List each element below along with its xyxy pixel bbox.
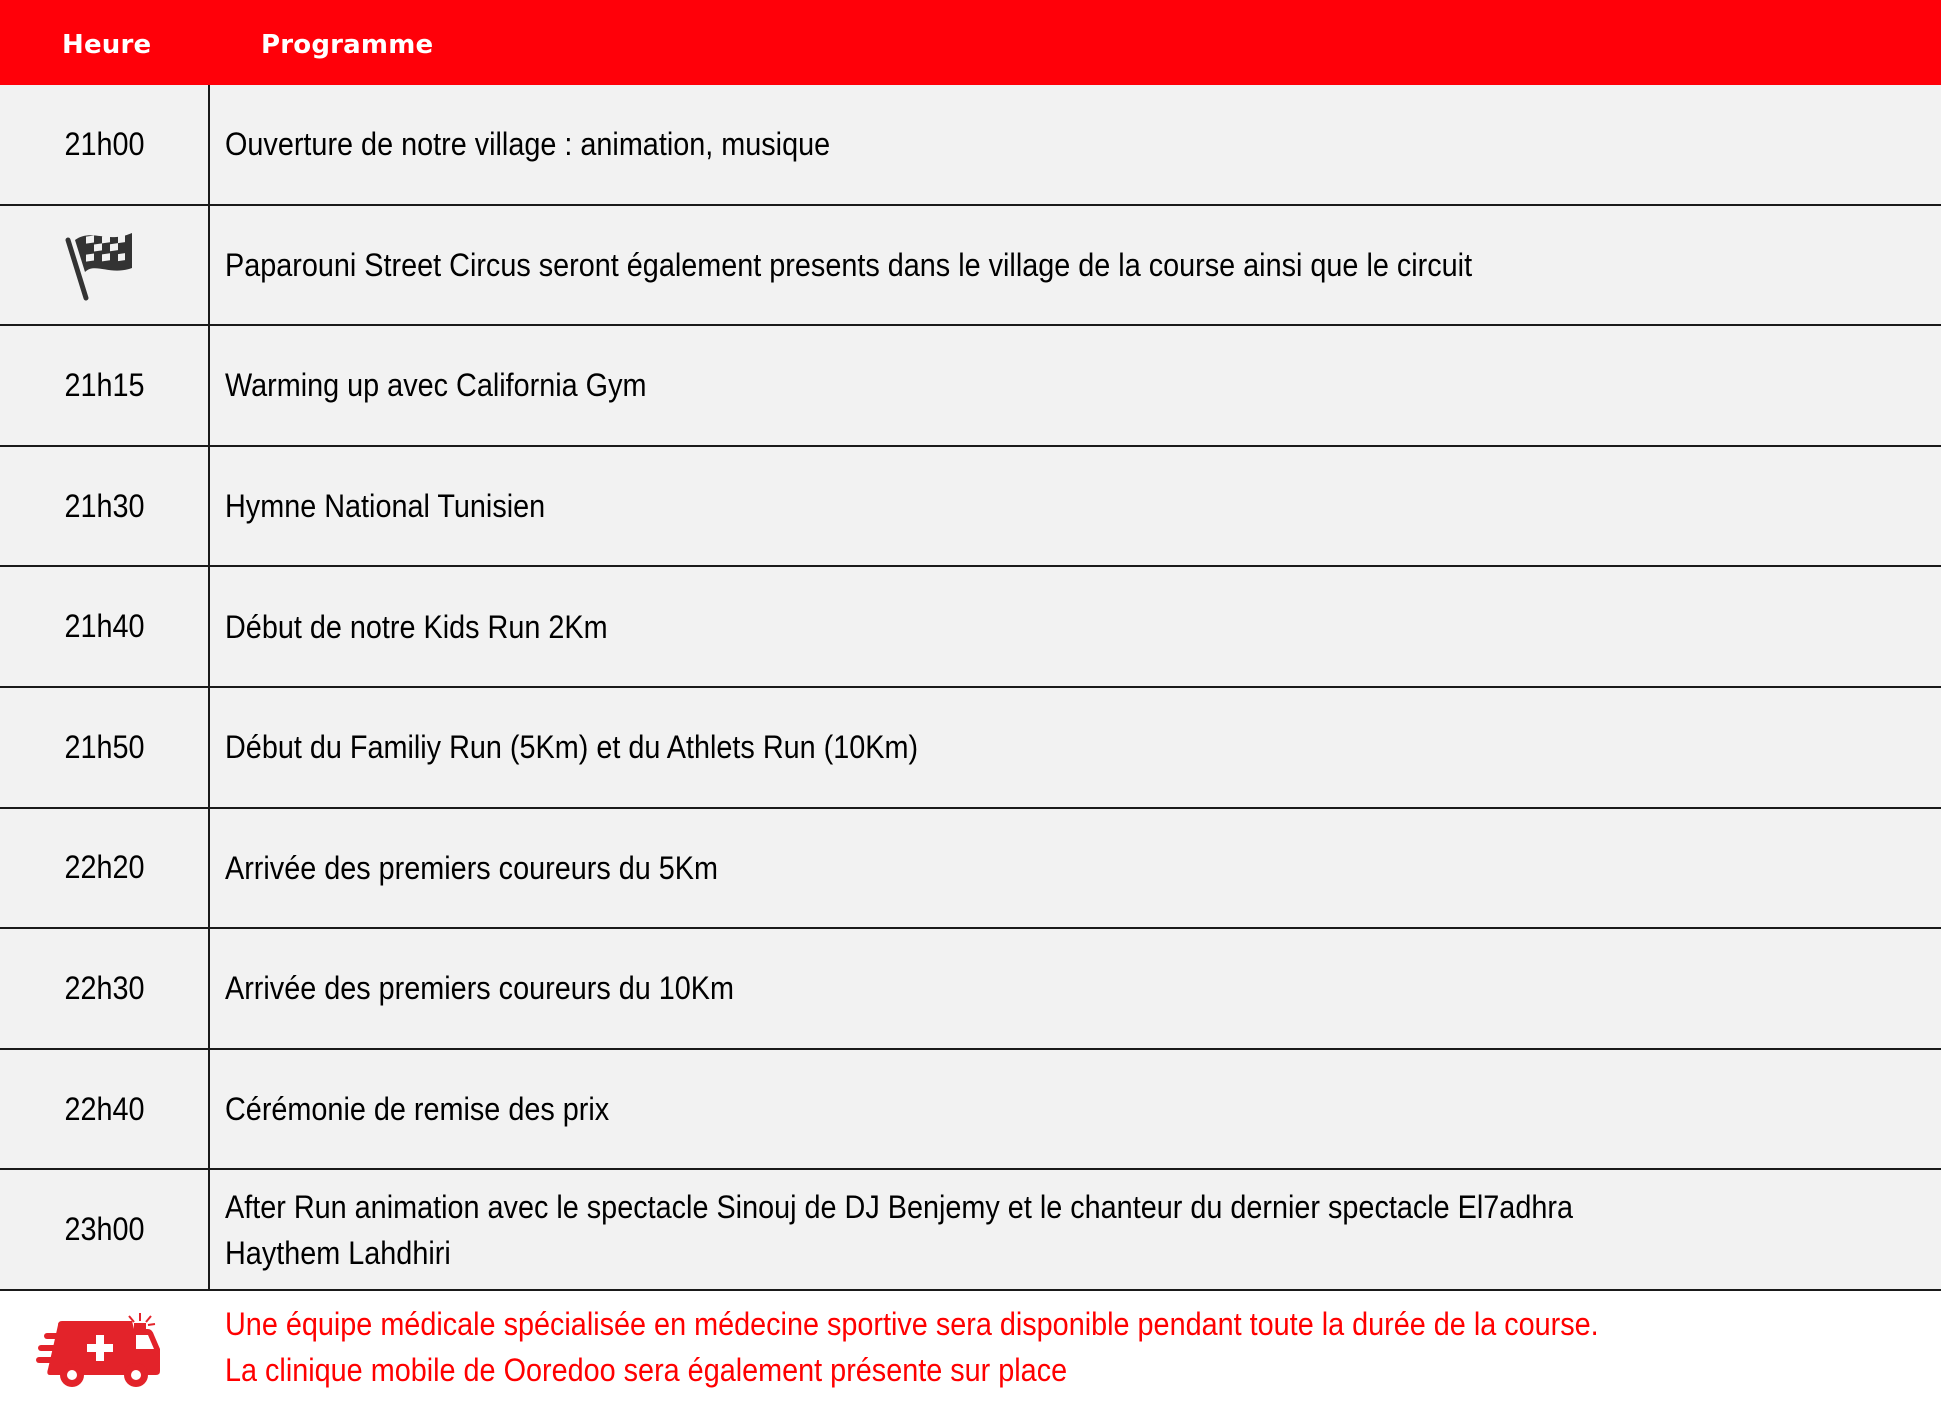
header-time: Heure [62, 30, 152, 60]
row-program: Warming up avec California Gym [225, 367, 647, 404]
table-row [0, 206, 1941, 327]
row-time: 21h50 [63, 728, 145, 765]
row-time: 21h40 [63, 608, 145, 645]
row-program: Cérémonie de remise des prix [225, 1091, 610, 1128]
table-row [0, 326, 1941, 447]
row-time: 23h00 [63, 1211, 145, 1248]
table-row [0, 1050, 1941, 1171]
row-time: 22h30 [63, 969, 145, 1006]
row-time: 21h15 [63, 366, 145, 403]
row-program: Arrivée des premiers coureurs du 10Km [225, 970, 735, 1007]
medical-note [0, 1291, 1943, 1419]
table-row [0, 567, 1941, 688]
column-divider [208, 85, 210, 1291]
schedule-table [0, 85, 1941, 1291]
row-program: Début du Familiy Run (5Km) et du Athlets Run (10Km) [225, 729, 919, 766]
row-program: After Run animation avec le spectacle Sinouj de DJ Benjemy et le chanteur du dernier spectacle El7adhra Haythem Lahdhiri [225, 1188, 1573, 1271]
ambulance-icon [36, 1313, 164, 1387]
table-header [0, 0, 1941, 85]
row-program: Début de notre Kids Run 2Km [225, 608, 608, 645]
table-row [0, 85, 1941, 206]
row-program: Arrivée des premiers coureurs du 5Km [225, 849, 718, 886]
row-time: 22h20 [63, 849, 145, 886]
row-program: Ouverture de notre village : animation, musique [225, 126, 831, 163]
table-row [0, 447, 1941, 568]
checkered-flag-icon [62, 228, 142, 304]
header-program: Programme [261, 30, 434, 60]
row-time: 21h00 [63, 125, 145, 162]
table-row [0, 688, 1941, 809]
row-program: Hymne National Tunisien [225, 488, 546, 525]
table-row [0, 929, 1941, 1050]
table-row [0, 1170, 1941, 1291]
row-program: Paparouni Street Circus seront également presents dans le village de la course ainsi que le circuit [225, 246, 1473, 283]
table-row [0, 809, 1941, 930]
row-time: 21h30 [63, 487, 145, 524]
medical-note-text: Une équipe médicale spécialisée en médecine sportive sera disponible pendant toute la durée de la course. La clinique mobile de Ooredoo sera également présente sur place [225, 1306, 1599, 1388]
row-time: 22h40 [63, 1090, 145, 1127]
